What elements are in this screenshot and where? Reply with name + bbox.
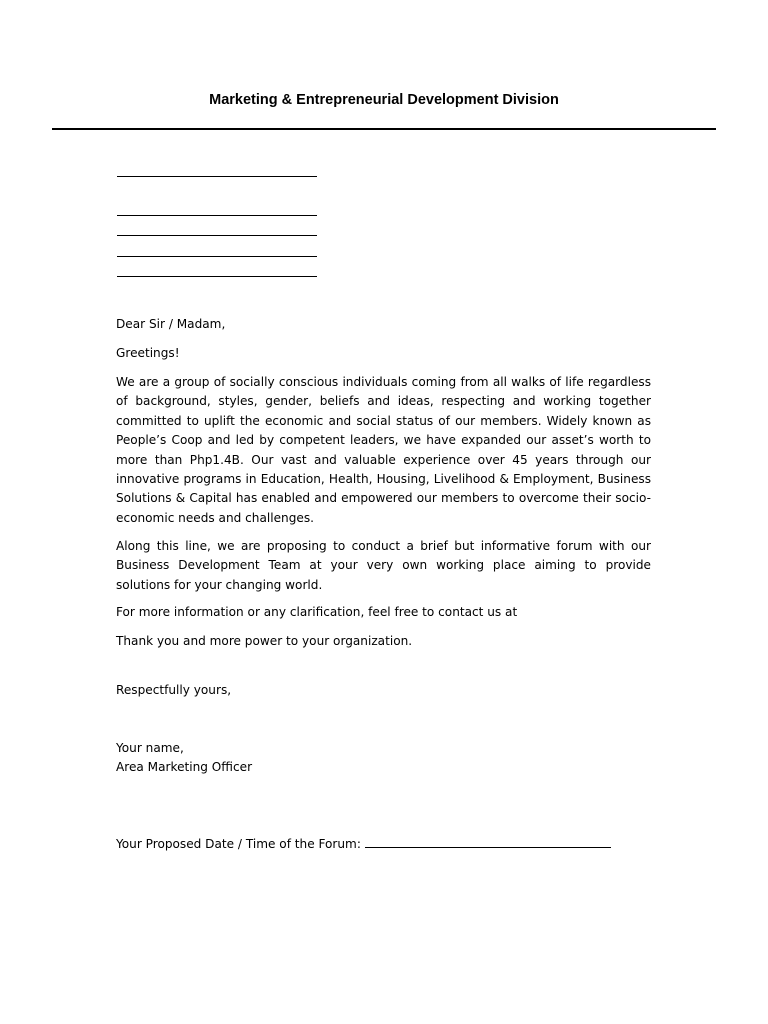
salutation: Dear Sir / Madam, bbox=[116, 317, 226, 331]
signer-name: Your name, bbox=[116, 741, 184, 755]
date-blank-line bbox=[117, 176, 317, 177]
page-header-title: Marketing & Entrepreneurial Development Division bbox=[209, 92, 559, 108]
forum-date-field bbox=[116, 835, 611, 854]
recipient-blank-line bbox=[117, 235, 317, 236]
forum-date-blank bbox=[365, 835, 611, 848]
forum-date-label: Your Proposed Date / Time of the Forum: bbox=[116, 837, 361, 851]
recipient-blank-line bbox=[117, 215, 317, 216]
closing: Respectfully yours, bbox=[116, 683, 232, 697]
thanks-line: Thank you and more power to your organization. bbox=[116, 634, 413, 648]
contact-line: For more information or any clarification, feel free to contact us at bbox=[116, 605, 518, 619]
header-divider bbox=[52, 128, 716, 130]
recipient-blank-line bbox=[117, 256, 317, 257]
body-paragraph: Along this line, we are proposing to conduct a brief but informative forum with our Business Development Team at your very own working place aiming to provide solutions for your changing world. bbox=[116, 539, 651, 592]
greeting: Greetings! bbox=[116, 346, 180, 360]
recipient-blank-line bbox=[117, 276, 317, 277]
signer-title: Area Marketing Officer bbox=[116, 760, 253, 774]
body-paragraph: We are a group of socially conscious individuals coming from all walks of life regardless of background, styles, gender, beliefs and ideas, respecting and working together committed to uplift the economic and social status of our members. Widely known as People’s Coop and led by competent leaders, we have expanded our asset’s worth to more than Php1.4B. Our vast and valuable experience over 45 years through our innovative programs in Education, Health, Housing, Livelihood & Employment, Business Solutions & Capital has enabled and empowered our members to overcome their socio-economic needs and challenges. bbox=[116, 375, 651, 525]
